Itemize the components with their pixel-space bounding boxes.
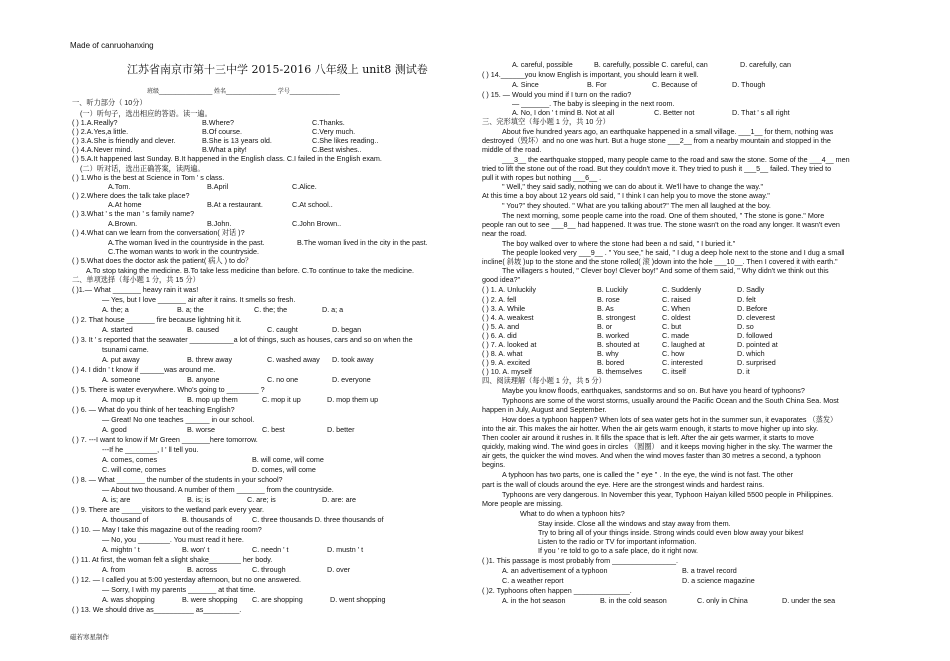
text-line bbox=[482, 596, 902, 605]
option-cell: ( ) 3.A.She is friendly and clever. bbox=[72, 136, 176, 145]
option-cell: ( ) 4. A. weakest bbox=[482, 313, 534, 322]
text-line: — _______. The baby is sleeping in the next room. bbox=[512, 99, 675, 108]
option-cell: B. worked bbox=[597, 331, 629, 340]
option-cell: A. is; are bbox=[102, 495, 131, 504]
text-line: ( )1.— What _______ heavy rain it was! bbox=[72, 285, 199, 294]
option-cell: C. caught bbox=[267, 325, 298, 334]
option-cell: D. pointed at bbox=[737, 340, 778, 349]
text-line bbox=[72, 355, 467, 364]
option-cell: ( ) 4.A.Never mind. bbox=[72, 145, 133, 154]
text-line: air gets, the quicker the wind moves. And when the wind moves faster than 30 metres a second, a typhoon bbox=[482, 451, 821, 460]
option-cell: A. an advertisement of a typhoon bbox=[502, 566, 608, 575]
option-cell: B.She is 13 years old. bbox=[202, 136, 272, 145]
option-cell: C. oldest bbox=[662, 313, 691, 322]
option-cell: C.At school.. bbox=[292, 200, 333, 209]
option-cell: D. comes, will come bbox=[252, 465, 316, 474]
text-line: Then cooler air around it rushes in. It fills the space that is left. After the air gets warmer, it starts to move bbox=[482, 433, 814, 442]
text-line: How does a typhoon happen? When lots of sea water gets hot in the summer sun, it evaporates （蒸发） bbox=[502, 415, 838, 424]
option-cell: B. caused bbox=[187, 325, 219, 334]
option-cell: C. best bbox=[262, 425, 285, 434]
option-cell: A. thousand of bbox=[102, 515, 149, 524]
option-cell: B. in the cold season bbox=[600, 596, 667, 605]
option-cell: D. mustn ' t bbox=[327, 545, 364, 554]
text-line: — No, you ________. You must read it here. bbox=[102, 535, 244, 544]
text-line bbox=[72, 136, 467, 145]
option-cell: D. so bbox=[737, 322, 754, 331]
text-line: ( ) 12. — I called you at 5:00 yesterday afternoon, but no one answered. bbox=[72, 575, 301, 584]
option-cell: C.Very much. bbox=[312, 127, 356, 136]
text-line: Typhoons are very dangerous. In November this year, Typhoon Haiyan killed 5500 people in Philippines. bbox=[502, 490, 834, 499]
text-line bbox=[482, 566, 902, 575]
text-line: A.To stop taking the medicine. B.To take less medicine than before. C.To continue to take the medicine. bbox=[86, 266, 415, 275]
option-cell: C.Best wishes.. bbox=[312, 145, 362, 154]
text-line bbox=[72, 118, 467, 127]
text-line bbox=[72, 200, 467, 209]
option-cell: B. is; is bbox=[187, 495, 211, 504]
option-cell: C. no one bbox=[267, 375, 299, 384]
text-line bbox=[482, 367, 902, 376]
text-line bbox=[72, 455, 467, 464]
option-cell: D. are: are bbox=[322, 495, 356, 504]
option-cell: B.At a restaurant. bbox=[207, 200, 263, 209]
option-cell: D. cleverest bbox=[737, 313, 775, 322]
option-cell: B. carefully, possible C. careful, can bbox=[594, 60, 708, 69]
option-cell: ( ) 1. A. Unluckily bbox=[482, 285, 536, 294]
option-cell: ( ) 9. A. excited bbox=[482, 358, 530, 367]
option-cell: A. started bbox=[102, 325, 133, 334]
option-cell: C. through bbox=[252, 565, 286, 574]
text-line: The villagers s houted, " Clever boy! Clever boy!" And some of them said, " Why didn't we think out this bbox=[502, 266, 829, 275]
text-line bbox=[72, 565, 467, 574]
text-line: happen in July, August and September. bbox=[482, 405, 607, 414]
option-cell: B. will come, will come bbox=[252, 455, 324, 464]
text-line: ( ) 1.Who is the best at Science in Tom ' s class. bbox=[72, 173, 225, 182]
text-line: tsunami came. bbox=[102, 345, 149, 354]
option-cell: C. Better not bbox=[654, 108, 695, 117]
option-cell: ( ) 2.A.Yes,a little. bbox=[72, 127, 129, 136]
text-line bbox=[72, 127, 467, 136]
text-line: (二）听对话，选出正确答案，读两遍。 bbox=[80, 164, 205, 173]
option-cell: B. were shopping bbox=[182, 595, 238, 604]
option-cell: D. over bbox=[327, 565, 351, 574]
text-line: ( ) 4. I didn ' t know if ______was around me. bbox=[72, 365, 216, 374]
option-cell: D. took away bbox=[332, 355, 374, 364]
option-cell: C.She likes reading.. bbox=[312, 136, 379, 145]
option-cell: A. was shopping bbox=[102, 595, 155, 604]
option-cell: B. rose bbox=[597, 295, 620, 304]
option-cell: B. strongest bbox=[597, 313, 636, 322]
option-cell: B. For bbox=[587, 80, 607, 89]
text-line: people ran out to see ___8__ had happened. It was true. The stone wasn't on the road any longer. It wasn't even bbox=[482, 220, 840, 229]
text-line bbox=[482, 108, 902, 117]
option-cell: D. began bbox=[332, 325, 362, 334]
text-line: pull it with ropes but nothing ___6__ . bbox=[482, 173, 602, 182]
text-line: 江苏省南京市第十三中学 2015-2016 八年级上 unit8 测试卷 bbox=[127, 63, 428, 76]
text-line bbox=[482, 358, 902, 367]
text-line: 二、单项选择（每小题 1 分，共 15 分） bbox=[72, 275, 200, 284]
text-line: ___3__ the earthquake stopped, many people came to the road and saw the stone. Some of the ___4__ men bbox=[502, 155, 850, 164]
option-cell: C. a weather report bbox=[502, 576, 564, 585]
option-cell: C.Thanks. bbox=[312, 118, 345, 127]
option-cell: D. a; a bbox=[322, 305, 344, 314]
text-line bbox=[482, 80, 902, 89]
header-watermark: Made of canruohanxing bbox=[70, 41, 154, 50]
text-line bbox=[482, 322, 902, 331]
option-cell: ( ) 5. A. and bbox=[482, 322, 520, 331]
option-cell: B. threw away bbox=[187, 355, 233, 364]
text-line: into the air. This makes the air hotter. When the air gets warm enough, it starts to move higher up into sky. bbox=[482, 424, 819, 433]
option-cell: C. but bbox=[662, 322, 682, 331]
option-cell: B. won' t bbox=[182, 545, 210, 554]
option-cell: D. That ' s all right bbox=[732, 108, 790, 117]
option-cell: C. how bbox=[662, 349, 685, 358]
text-line: Listen to the radio or TV for important information. bbox=[538, 537, 697, 546]
option-cell: A. good bbox=[102, 425, 127, 434]
text-line: ( ) 5.A.It happened last Sunday. B.It happened in the English class. C.I failed in the English exam. bbox=[72, 154, 382, 163]
option-cell: B.Of course. bbox=[202, 127, 242, 136]
text-line: More people are missing. bbox=[482, 499, 563, 508]
option-cell: C. three thousands D. three thousands of bbox=[252, 515, 384, 524]
option-cell: C. When bbox=[662, 304, 690, 313]
text-line: ( ) 5. There is water everywhere. Who's going to ________ ? bbox=[72, 385, 265, 394]
option-cell: A. someone bbox=[102, 375, 141, 384]
text-line: destroyed（毁坏）and no one was hurt. But a huge stone ___2__ from a nearby mountain and stopped in the bbox=[482, 136, 831, 145]
text-line bbox=[482, 285, 902, 294]
option-cell: D. under the sea bbox=[782, 596, 836, 605]
text-line: Maybe you know floods, earthquakes, sandstorms and so on. But have you heard of typhoons? bbox=[502, 386, 805, 395]
option-cell: A.Tom. bbox=[108, 182, 131, 191]
option-cell: C. made bbox=[662, 331, 690, 340]
text-line: " Well," they said sadly, nothing we can do about it. We'll have to change the way." bbox=[502, 182, 764, 191]
option-cell: ( ) 2. A. fell bbox=[482, 295, 517, 304]
option-cell: A. mop up it bbox=[102, 395, 141, 404]
text-line: — Sorry, I with my parents _______ at that time. bbox=[102, 585, 256, 594]
option-cell: A. mightn ' t bbox=[102, 545, 140, 554]
text-line: ( ) 14.______you know English is important, you should learn it well. bbox=[482, 70, 699, 79]
text-line: ( )2. Typhoons often happen ______________. bbox=[482, 586, 632, 595]
option-cell: D. felt bbox=[737, 295, 756, 304]
option-cell: A. the; a bbox=[102, 305, 129, 314]
option-cell: D. better bbox=[327, 425, 355, 434]
option-cell: C. Suddenly bbox=[662, 285, 702, 294]
option-cell: B.Where? bbox=[202, 118, 234, 127]
text-line: ( ) 7. ---I want to know if Mr Green _______here tomorrow. bbox=[72, 435, 258, 444]
option-cell: ( ) 6. A. did bbox=[482, 331, 517, 340]
option-cell: D. Sadly bbox=[737, 285, 765, 294]
option-cell: B. anyone bbox=[187, 375, 220, 384]
option-cell: B.April bbox=[207, 182, 229, 191]
text-line bbox=[72, 545, 467, 554]
option-cell: B. As bbox=[597, 304, 614, 313]
text-line bbox=[482, 349, 902, 358]
option-cell: C. raised bbox=[662, 295, 691, 304]
option-cell: C. mop it up bbox=[262, 395, 301, 404]
option-cell: B. across bbox=[187, 565, 217, 574]
option-cell: B.The woman lived in the city in the past. bbox=[297, 238, 428, 247]
option-cell: A.The woman lived in the countryside in the past. bbox=[108, 238, 265, 247]
text-line bbox=[72, 595, 467, 604]
option-cell: C.Alice. bbox=[292, 182, 317, 191]
text-line: 四、阅读理解（每小题 1 分，共 5 分） bbox=[482, 376, 606, 385]
text-line: ( ) 6. — What do you think of her teaching English? bbox=[72, 405, 235, 414]
text-line: — Yes, but I love _______ air after it rains. It smells so fresh. bbox=[102, 295, 296, 304]
text-line bbox=[72, 515, 467, 524]
text-line: C.The woman wants to work in the countryside. bbox=[108, 247, 260, 256]
text-line: ( ) 5.What does the doctor ask the patient( 病人 ) to do？ bbox=[72, 256, 253, 265]
option-cell: C. laughed at bbox=[662, 340, 705, 349]
option-cell: D. carefully, can bbox=[740, 60, 791, 69]
text-line: ( ) 4.What can we learn from the conversation( 对话 )? bbox=[72, 228, 245, 237]
text-line: A typhoon has two parts, one is called the " eye " . In the eye, the wind is not fast. The other bbox=[502, 470, 794, 479]
text-line: middle of the road. bbox=[482, 145, 542, 154]
text-line: tried to lift the stone out of the road. But they couldn't move it. They tried to push it ___5__ failed. They tried to bbox=[482, 164, 832, 173]
option-cell: A. No, I don ' t mind B. Not at all bbox=[512, 108, 615, 117]
text-line: ( ) 15. — Would you mind if I turn on the radio? bbox=[482, 90, 632, 99]
text-line bbox=[482, 331, 902, 340]
text-line bbox=[482, 313, 902, 322]
text-line bbox=[482, 295, 902, 304]
option-cell: C. are shopping bbox=[252, 595, 303, 604]
option-cell: C. only in China bbox=[697, 596, 748, 605]
text-line: incline( 斜坡 )up to the stone and the stone rolled( 滚 )down into the hole ___10__. Then I covered it with earth." bbox=[482, 257, 838, 266]
text-line: Try to bring all of your things inside. Strong winds could even blow away your bikes! bbox=[538, 528, 804, 537]
text-line bbox=[72, 219, 467, 228]
text-line: The people looked very ___9__ . " You see," he said, " I dug a deep hole next to the stone and I dug a small bbox=[502, 248, 845, 257]
option-cell: C. Because of bbox=[652, 80, 698, 89]
option-cell: C. washed away bbox=[267, 355, 320, 364]
option-cell: ( ) 3. A. While bbox=[482, 304, 526, 313]
text-line bbox=[72, 238, 467, 247]
option-cell: C. the; the bbox=[254, 305, 288, 314]
text-line: ( ) 2.Where does the talk take place? bbox=[72, 191, 190, 200]
option-cell: ( ) 10. A. myself bbox=[482, 367, 532, 376]
text-line: The boy walked over to where the stone had been a nd said, " I buried it." bbox=[502, 239, 736, 248]
option-cell: B. bored bbox=[597, 358, 625, 367]
text-line: ( ) 11. At first, the woman felt a slight shake________ her body. bbox=[72, 555, 273, 564]
option-cell: C. needn ' t bbox=[252, 545, 289, 554]
text-line bbox=[482, 576, 902, 585]
text-line: ( ) 9. There are _____visitors to the wetland park every year. bbox=[72, 505, 265, 514]
option-cell: B. shouted at bbox=[597, 340, 640, 349]
text-line: ( ) 13. We should drive as__________ as_________. bbox=[72, 605, 242, 614]
option-cell: D. followed bbox=[737, 331, 773, 340]
option-cell: C. itself bbox=[662, 367, 686, 376]
option-cell: D. went shopping bbox=[330, 595, 386, 604]
text-line: " You?" they shouted. " What are you talking about?" The men all laughed at the boy. bbox=[502, 201, 771, 210]
text-line: Typhoons are some of the worst storms, usually around the Pacific Ocean and the South China Sea. Most bbox=[502, 396, 839, 405]
option-cell: A. put away bbox=[102, 355, 140, 364]
text-line: ( )1. This passage is most probably from ________________. bbox=[482, 556, 679, 565]
text-line: At this time a boy about 12 years old said, " I think I can help you to move the stone away." bbox=[482, 191, 770, 200]
text-line: good idea?" bbox=[482, 275, 521, 284]
option-cell: A. comes, comes bbox=[102, 455, 158, 464]
option-cell: ( ) 8. A. what bbox=[482, 349, 523, 358]
text-line bbox=[72, 182, 467, 191]
footer-watermark: 磁若寒星制作 bbox=[70, 634, 109, 641]
option-cell: A. careful, possible bbox=[512, 60, 573, 69]
option-cell: B. a travel record bbox=[682, 566, 737, 575]
text-line: — Great! No one teaches ______ in our school. bbox=[102, 415, 255, 424]
text-line: 一、听力部分（ 10分） bbox=[72, 98, 147, 107]
text-line bbox=[482, 60, 902, 69]
text-line: About five hundred years ago, an earthquake happened in a small village. ___1__ for them, nothing was bbox=[502, 127, 834, 136]
option-cell: D. everyone bbox=[332, 375, 371, 384]
text-line bbox=[72, 325, 467, 334]
text-line: ( ) 3. It ' s reported that the seawater ___________a lot of things, such as houses, cars and so on when the bbox=[72, 335, 413, 344]
text-line: Stay inside. Close all the windows and stay away from them. bbox=[538, 519, 731, 528]
text-line: ( ) 3.What ' s the man ' s family name? bbox=[72, 209, 195, 218]
option-cell: A. from bbox=[102, 565, 126, 574]
option-cell: A. Since bbox=[512, 80, 539, 89]
option-cell: B.John. bbox=[207, 219, 232, 228]
option-cell: A.Brown. bbox=[108, 219, 138, 228]
option-cell: A. in the hot season bbox=[502, 596, 566, 605]
option-cell: C. interested bbox=[662, 358, 703, 367]
text-line: quickly, making wind. The wind goes in circles （圆圈） and it keeps moving higher in the sky. The warmer the bbox=[482, 442, 833, 451]
text-line: What to do when a typhoon hits? bbox=[520, 509, 625, 518]
option-cell: C. will come, comes bbox=[102, 465, 166, 474]
option-cell: B. mop up them bbox=[187, 395, 238, 404]
option-cell: D. Though bbox=[732, 80, 766, 89]
text-line: begins. bbox=[482, 460, 506, 469]
option-cell: D. which bbox=[737, 349, 765, 358]
text-line: 三、完形填空（每小题 1 分，共 10 分） bbox=[482, 117, 610, 126]
text-line: 班级________________ 姓名_______________ 学号_______________ bbox=[147, 89, 340, 95]
text-line bbox=[72, 425, 467, 434]
option-cell: ( ) 1.A.Really? bbox=[72, 118, 118, 127]
option-cell: B. themselves bbox=[597, 367, 643, 376]
option-cell: D. a science magazine bbox=[682, 576, 755, 585]
option-cell: A.At home bbox=[108, 200, 142, 209]
text-line: ( ) 10. — May I take this magazine out of the reading room? bbox=[72, 525, 262, 534]
text-line: part is the wall of clouds around the eye. Here are the strongest winds and hardest rains. bbox=[482, 480, 765, 489]
text-line: If you ' re told to go to a safe place, do it right now. bbox=[538, 546, 698, 555]
text-line: ( ) 2. That house _______ fire because lightning hit it. bbox=[72, 315, 242, 324]
text-line: ( ) 8. — What _______ the number of the students in your school? bbox=[72, 475, 283, 484]
option-cell: B. why bbox=[597, 349, 619, 358]
text-line bbox=[72, 305, 467, 314]
text-line bbox=[72, 495, 467, 504]
option-cell: B. a; the bbox=[177, 305, 204, 314]
text-line: near the road. bbox=[482, 229, 527, 238]
option-cell: D. it bbox=[737, 367, 750, 376]
text-line bbox=[72, 395, 467, 404]
text-line: ---If he ________, I ' ll tell you. bbox=[102, 445, 199, 454]
text-line bbox=[72, 145, 467, 154]
option-cell: ( ) 7. A. looked at bbox=[482, 340, 537, 349]
text-line bbox=[482, 304, 902, 313]
option-cell: B. Luckily bbox=[597, 285, 628, 294]
option-cell: C. are; is bbox=[247, 495, 276, 504]
option-cell: D. Before bbox=[737, 304, 768, 313]
option-cell: B. thousands of bbox=[182, 515, 232, 524]
option-cell: B.What a pity! bbox=[202, 145, 247, 154]
text-line: (一）听句子，选出相应的答语。读一遍。 bbox=[80, 109, 212, 118]
option-cell: B. worse bbox=[187, 425, 215, 434]
option-cell: C.John Brown.. bbox=[292, 219, 342, 228]
text-line: — About two thousand. A number of them _______ from the countryside. bbox=[102, 485, 334, 494]
text-line bbox=[72, 465, 467, 474]
option-cell: D. surprised bbox=[737, 358, 776, 367]
text-line bbox=[482, 340, 902, 349]
option-cell: D. mop them up bbox=[327, 395, 379, 404]
text-line: The next morning, some people came into the road. One of them shouted, " The stone is gone." More bbox=[502, 211, 825, 220]
option-cell: B. or bbox=[597, 322, 613, 331]
text-line bbox=[72, 375, 467, 384]
